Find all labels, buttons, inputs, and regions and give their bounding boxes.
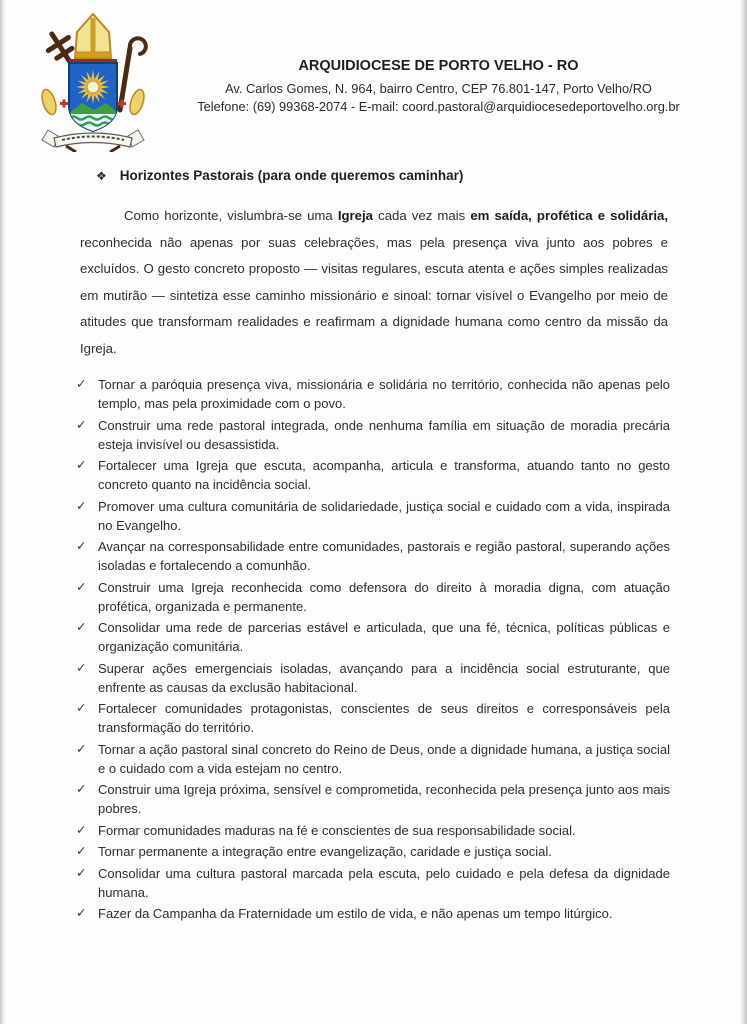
- banner-icon: [42, 130, 144, 152]
- check-icon: ✓: [76, 701, 87, 715]
- check-icon: ✓: [76, 865, 87, 880]
- wheat-left-icon: [39, 88, 58, 116]
- check-icon: ✓: [76, 906, 87, 920]
- paragraph-part: cada vez mais: [373, 208, 471, 223]
- wheat-right-icon: [127, 88, 146, 116]
- list-item-text: Construir uma rede pastoral integrada, onde nenhuma família em situação de moradia precária esteja invisível ou desassistida.: [98, 417, 670, 452]
- list-item: [76, 699, 670, 737]
- check-icon: ✓: [76, 539, 87, 553]
- paragraph-bold: em saída, profética e solidária,: [470, 208, 669, 223]
- list-item: [76, 740, 670, 778]
- list-item: [76, 537, 670, 575]
- list-item: [76, 864, 670, 902]
- page-left-edge: [0, 0, 6, 1024]
- check-icon: ✓: [76, 417, 87, 432]
- list-item: [76, 416, 670, 454]
- list-item: [76, 578, 670, 616]
- check-icon: ✓: [76, 377, 87, 391]
- list-item-text: Fazer da Campanha da Fraternidade um estilo de vida, e não apenas um tempo litúrgico.: [98, 906, 613, 921]
- letterhead: [150, 56, 727, 116]
- check-icon: ✓: [76, 741, 87, 756]
- list-item-text: Promover uma cultura comunitária de solidariedade, justiça social e cuidado com a vida, inspirada no Evangelho.: [98, 498, 670, 533]
- list-item: [76, 497, 670, 535]
- list-item-text: Superar ações emergenciais isoladas, avançando para a incidência social estruturante, que enfrente as causas da exclusão habitacional.: [98, 660, 670, 695]
- check-icon: ✓: [76, 579, 87, 594]
- list-item-text: Tornar a ação pastoral sinal concreto do Reino de Deus, onde a dignidade humana, a justiça social e o cuidado com a vida estejam no centro.: [98, 741, 670, 776]
- paragraph-part: reconhecida não apenas por suas celebrações, mas pela presença viva junto aos pobres e excluídos. O gesto concreto proposto — visitas regulares, escuta atenta e ações simples realizadas em mutirão — sintetiza esse caminho missionário e sinoal: tornar visível o Evangelho por meio de atitudes que transformam realidades e reafirmam a dignidade humana como centro da missão da Igreja.: [80, 234, 668, 356]
- check-icon: ✓: [76, 782, 87, 796]
- list-item-text: Tornar a paróquia presença viva, missionária e solidária no território, conhecida não apenas pelo templo, mas pela proximidade com o povo.: [98, 377, 670, 411]
- org-contact: Telefone: (69) 99368-2074 - E-mail: coord.pastoral@arquidiocesedeportovelho.org.br: [197, 99, 680, 114]
- lead-paragraph: [80, 203, 668, 362]
- check-icon: ✓: [76, 660, 87, 675]
- list-item: [76, 375, 670, 413]
- list-item: [76, 821, 670, 840]
- section-heading-text: Horizontes Pastorais (para onde queremos caminhar): [119, 168, 464, 183]
- list-item-text: Avançar na corresponsabilidade entre comunidades, pastorais e região pastoral, superando ações isoladas e fortalecendo a comunhão.: [98, 539, 670, 573]
- list-item: [76, 842, 670, 861]
- list-item-text: Formar comunidades maduras na fé e conscientes de sua responsabilidade social.: [98, 822, 576, 838]
- list-item-text: Consolidar uma rede de parcerias estável e articulada, que una fé, técnica, políticas públicas e organização comunitária.: [98, 620, 670, 654]
- mitre-icon: [75, 14, 111, 58]
- goal-list: [76, 375, 670, 923]
- page-right-edge: [740, 0, 747, 1024]
- list-item-text: Consolidar uma cultura pastoral marcada pela escuta, pelo cuidado e pela defesa da dignidade humana.: [98, 865, 670, 900]
- list-item: [76, 659, 670, 697]
- list-item: [76, 780, 670, 818]
- diamond-bullet-icon: ❖: [96, 169, 107, 183]
- paragraph-bold: Igreja: [337, 208, 374, 223]
- org-title: ARQUIDIOCESE DE PORTO VELHO - RO: [298, 58, 579, 74]
- check-icon: ✓: [76, 458, 87, 472]
- list-item-text: Fortalecer uma Igreja que escuta, acompanha, articula e transforma, atuando tanto no gesto concreto quanto na incidência social.: [98, 458, 670, 492]
- check-icon: ✓: [76, 822, 87, 837]
- paragraph-part: Como horizonte, vislumbra-se uma: [124, 208, 338, 223]
- list-item: [76, 904, 670, 923]
- list-item-text: Construir uma Igreja reconhecida como defensora do direito à moradia digna, com atuação profética, organizada e permanente.: [98, 579, 670, 614]
- list-item-text: Construir uma Igreja próxima, sensível e comprometida, reconhecida pela presença junto aos mais pobres.: [98, 782, 670, 816]
- check-icon: ✓: [76, 620, 87, 634]
- red-cross-left-icon: [60, 100, 68, 108]
- list-item-text: Fortalecer comunidades protagonistas, conscientes de seus direitos e corresponsáveis pela transformação do território.: [98, 701, 670, 735]
- sunburst-icon: [76, 70, 110, 104]
- check-icon: ✓: [76, 498, 87, 513]
- list-item-text: Tornar permanente a integração entre evangelização, caridade e justiça social.: [98, 844, 552, 859]
- list-item: [76, 618, 670, 656]
- section-heading: [76, 166, 670, 186]
- org-address: Av. Carlos Gomes, N. 964, bairro Centro, CEP 76.801-147, Porto Velho/RO: [225, 81, 652, 96]
- check-icon: ✓: [76, 844, 87, 858]
- coat-of-arms: [36, 10, 150, 152]
- document-body: [76, 166, 670, 926]
- list-item: [76, 456, 670, 494]
- shield-icon: [69, 59, 117, 132]
